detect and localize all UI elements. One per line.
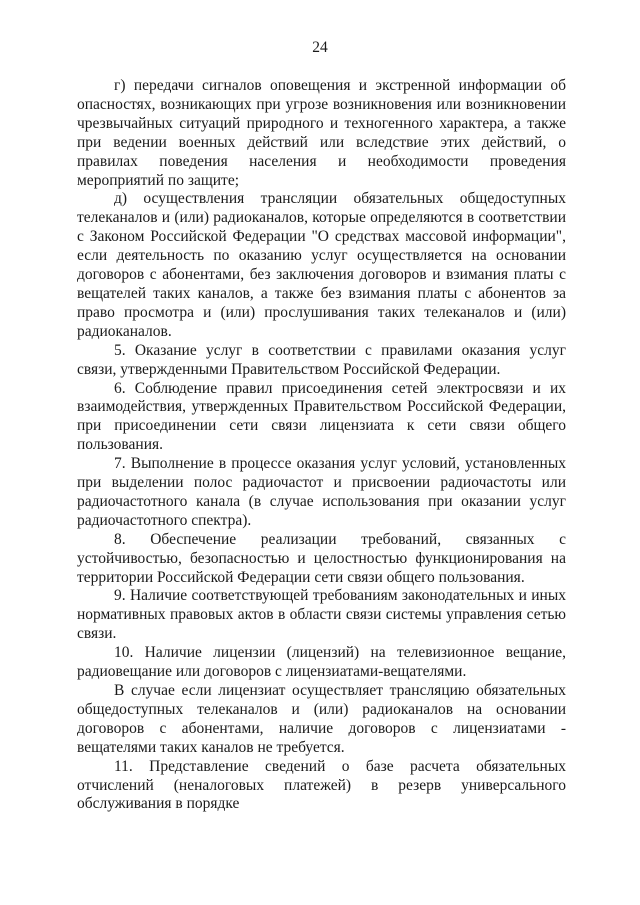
- paragraph-8: 8. Обеспечение реализации требований, связанных с устойчивостью, безопасностью и целостностью функционирования на территории Российской Федерации сети связи общего пользования.: [77, 530, 566, 586]
- paragraph-6: 6. Соблюдение правил присоединения сетей электросвязи и их взаимодействия, утвержденных Правительством Российской Федерации, при присоединении сети связи лицензиата к сети связи общего пользования.: [77, 379, 566, 454]
- paragraph-item-d: д) осуществления трансляции обязательных общедоступных телеканалов и (или) радиоканалов, которые определяются в соответствии с Законом Российской Федерации "О средствах массовой информации", если деятельность по оказанию услуг осуществляется на основании договоров с абонентами, без заключения договоров и взимания платы с вещателей таких каналов, а также без взимания платы с абонентов за право просмотра и (или) прослушивания таких телеканалов и (или) радиоканалов.: [77, 190, 566, 340]
- paragraph-5: 5. Оказание услуг в соответствии с правилами оказания услуг связи, утвержденными Правительством Российской Федерации.: [77, 341, 566, 378]
- paragraph-9: 9. Наличие соответствующей требованиям законодательных и иных нормативных правовых актов в области связи системы управления сетью связи.: [77, 587, 566, 643]
- paragraph-11: 11. Представление сведений о базе расчета обязательных отчислений (неналоговых платежей) в резерв универсального обслуживания в порядке: [77, 757, 566, 813]
- paragraph-10: 10. Наличие лицензии (лицензий) на телевизионное вещание, радиовещание или договоров с лицензиатами-вещателями.: [77, 644, 566, 681]
- document-body: [77, 77, 566, 814]
- page-number: 24: [312, 39, 328, 56]
- paragraph-item-g: г) передачи сигналов оповещения и экстренной информации об опасностях, возникающих при угрозе возникновения или возникновении чрезвычайных ситуаций природного и техногенного характера, а также при ведении военных действий или вследствие этих действий, о правилах поведения населения и необходимости проведения мероприятий по защите;: [77, 77, 566, 189]
- paragraph-10-note: В случае если лицензиат осуществляет трансляцию обязательных общедоступных телеканалов и (или) радиоканалов на основании договоров с абонентами, наличие договоров с лицензиатами - вещателями таких каналов не требуется.: [77, 682, 566, 756]
- paragraph-7: 7. Выполнение в процессе оказания услуг условий, установленных при выделении полос радиочастот и присвоении радиочастоты или радиочастотного канала (в случае использования при оказании услуг радиочастотного спектра).: [77, 455, 566, 529]
